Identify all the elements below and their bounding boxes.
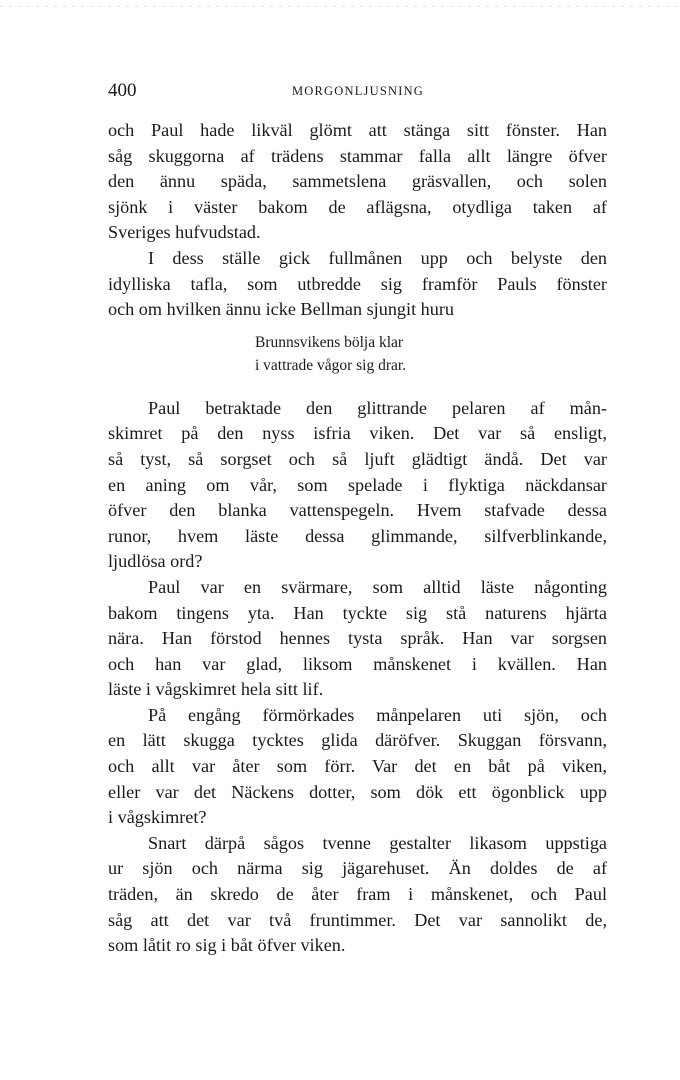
running-head: MORGONLJUSNING <box>291 84 425 98</box>
text-line: Paul betraktade den glittrande pelaren af mån- <box>148 397 607 418</box>
text-line: såg skuggorna af trädens stammar falla allt längre öfver <box>108 145 607 166</box>
page-number: 400 <box>108 80 137 101</box>
paragraph <box>108 703 607 831</box>
text-line: läste i vågskimret hela sitt lif. <box>108 679 324 700</box>
text-line: som låtit ro sig i båt öfver viken. <box>108 935 346 956</box>
text-line: Paul var en svärmare, som alltid läste någonting <box>148 576 607 597</box>
verse-quote <box>255 331 607 378</box>
text-line: ur sjön och närma sig jägarehuset. Än doldes de af <box>108 858 607 879</box>
text-line: så tyst, så sorgset och så ljuft glädtigt ändå. Det var <box>108 448 607 469</box>
paragraph <box>108 246 607 323</box>
text-line: en lätt skugga tycktes glida däröfver. Skuggan försvann, <box>108 730 607 751</box>
text-line: skimret på den nyss isfria viken. Det var så ensligt, <box>108 423 607 444</box>
text-line: nära. Han förstod hennes tysta språk. Han var sorgsen <box>108 628 607 649</box>
paragraph <box>108 118 607 246</box>
text-line: runor, hvem läste dessa glimmande, silfverblinkande, <box>108 525 607 546</box>
text-line: och Paul hade likväl glömt att stänga sitt fönster. Han <box>108 120 607 140</box>
text-line: och han var glad, liksom månskenet i kvällen. Han <box>108 653 607 674</box>
verse-line: Brunnsvikens bölja klar <box>255 333 404 351</box>
page-header <box>108 80 608 104</box>
text-line: en aning om vår, som spelade i flyktiga näckdansar <box>108 474 607 495</box>
body-text <box>108 118 607 959</box>
text-line: idylliska tafla, som utbredde sig framför Pauls fönster <box>108 273 607 294</box>
text-line: i vågskimret? <box>108 807 207 828</box>
text-line: och om hvilken ännu icke Bellman sjungit huru <box>108 299 455 320</box>
text-line: och allt var åter som förr. Var det en båt på viken, <box>108 756 607 777</box>
text-line: bakom tingens yta. Han tyckte sig stå naturens hjärta <box>108 602 607 623</box>
text-line: På engång förmörkades månpelaren uti sjön, och <box>148 704 607 725</box>
text-line: träden, än skredo de åter fram i månskenet, och Paul <box>108 884 607 905</box>
paragraph <box>108 831 607 959</box>
text-line: eller var det Näckens dotter, som dök ett ögonblick upp <box>108 781 607 802</box>
verse-line: i vattrade vågor sig drar. <box>255 357 407 375</box>
text-line: I dess ställe gick fullmånen upp och belyste den <box>148 247 607 268</box>
text-line: såg att det var två fruntimmer. Det var sannolikt de, <box>108 909 607 930</box>
text-line: ljudlösa ord? <box>108 551 203 572</box>
scan-edge-artifact <box>0 6 680 7</box>
text-line: den ännu späda, sammetslena gräsvallen, och solen <box>108 171 607 192</box>
paragraph <box>108 575 607 703</box>
text-line: Sveriges hufvudstad. <box>108 222 261 243</box>
text-line: Snart därpå sågos tvenne gestalter likasom uppstiga <box>148 832 607 853</box>
text-line: sjönk i väster bakom de aflägsna, otydliga taken af <box>108 196 607 217</box>
text-line: öfver den blanka vattenspegeln. Hvem stafvade dessa <box>108 500 607 521</box>
paragraph <box>108 396 607 575</box>
